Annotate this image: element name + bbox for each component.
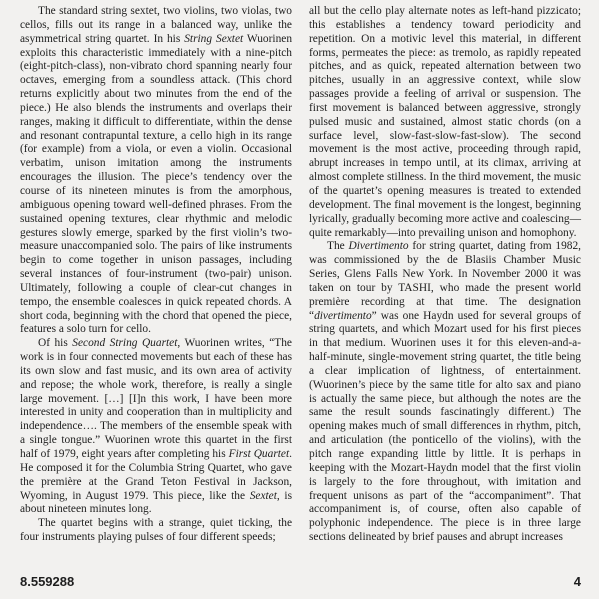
italic-title-text: Divertimento [348,240,409,253]
body-text: Wuorinen exploits this characteristic immediately with a nine-pitch (eight-pitch-class), non-vibrato chord spanning nearly four octaves, emerging from a soundless attack. (This chord returns explicitly about two minutes from the end of the piece.) He also blends the instruments and overlaps their ranges, making it difficult to differentiate, within the dense and resonant contrapuntal texture, a cello high in its range (for example) from a viola, or even a violin. Occasional verbatim, unison imitation among the instruments encourages the illusion. The piece’s tendency over the course of its nineteen minutes is from the amorphous, ambiguous opening toward well-defined phrases. From the sustained opening textures, clear rhythmic and melodic gestures slowly emerge, sparked by the first violin’s two-measure unaccompanied solo. The pairs of like instruments begin to come together in unison passages, including several instances of four-instrument (two-pair) unison. Ultimately, following a couple of clear-cut changes in tempo, the ensemble coalesces in quick repeated chords. A short coda, beginning with the chord that opened the piece, features a solo turn for cello. [20,32,293,336]
paragraph [20,5,292,337]
body-text: , Wuorinen writes, “The work is in four connected movements but each of these has its own slow and fast music, and its own area of activity and repose; the whole work, therefore, is really a single large movement. […] [I]n this work, I have been more interested in unity and cooperation than in multiplicity and independence…. The members of the ensemble speak with a single tongue.” Wuorinen wrote this quartet in the first half of 1979, eight years after completing his [20,337,292,460]
body-text: , is about nineteen minutes long. [20,489,292,516]
body-text: The quartet begins with a strange, quiet ticking, the four instruments playing pulses of four different speeds; [20,517,292,544]
paragraph [20,517,292,545]
body-text: for string quartet, dating from 1982, was commissioned by the de Blasiis Chamber Music Series, Glens Falls New York. In November 2000 it was taken on tour by TASHI, who made the present world première recording at that time. The designation “ [309,240,582,322]
italic-title-text: Second String Quartet [72,337,178,350]
page-number: 4 [573,574,581,589]
italic-title-text: First Quartet [228,448,290,460]
body-text: all but the cello play alternate notes as left-hand pizzicato; this establishes a tendency toward periodicity and repetition. On a motivic level this material, in different forms, permeates the piece: as tremolo, as rapidly repeated pitches, and as quick, repeated alternation between two pitches, usually in an aggressive context, while slow passages provide a feeling of arrival or suspension. The first movement is balanced between aggressive, strongly pulsed music and sustained, almost static chords (on a surface level, slow-fast-slow-fast-slow). The second movement is the most active, proceeding through rapid, abrupt increases in tempo until, at its climax, arriving at almost complete stillness. In the third movement, the music of the quartet’s opening measures is treated to extended development. The final movement is the longest, beginning lyrically, gradually becoming more active and coalescing—quite remarkably—into prevailing unison and homophony. [309,5,581,239]
catalog-number: 8.559288 [20,574,75,589]
paragraph [309,240,581,545]
body-text: The standard string sextet, two violins, two violas, two cellos, fills out its range in a balanced way, unlike the asymmetrical string quartet. In his [20,5,292,45]
left-text-column [20,5,292,545]
italic-title-text: divertimento [314,309,372,322]
body-text: . He composed it for the Columbia String Quartet, who gave the première at the Grand Teton Festival in Jackson, Wyoming, in August 1979. This piece, like the [20,448,293,502]
body-text: The [327,240,349,253]
right-text-column [309,5,581,545]
paragraph [20,337,292,517]
paragraph [309,5,581,240]
body-text: Of his [38,337,73,350]
italic-title-text: String Sextet [184,32,244,45]
italic-title-text: Sextet [249,489,277,502]
body-text: ” was one Haydn used for several groups of string quartets, and which Mozart used for his first pieces in that medium. Wuorinen uses it for this eleven-and-a-half-minute, single-movement string quartet, the title being a clear implication of lightness, of entertainment. (Wuorinen’s piece by the same title for alto sax and piano is actually the same piece, but although the notes are the same the result sounds fascinatingly different.) The opening makes much of small differences in rhythm, pitch, and articulation (the ponticello of the violins), with the pitch range expanding little by little. It is perhaps in keeping with the Mozart-Haydn model that the first violin is largely to the fore throughout, with imitation and frequent unisons as part of the “accompaniment”. That accompaniment is, of course, often also capable of polyphonic independence. The piece is in three large sections delineated by brief pauses and abrupt increases [309,309,581,544]
